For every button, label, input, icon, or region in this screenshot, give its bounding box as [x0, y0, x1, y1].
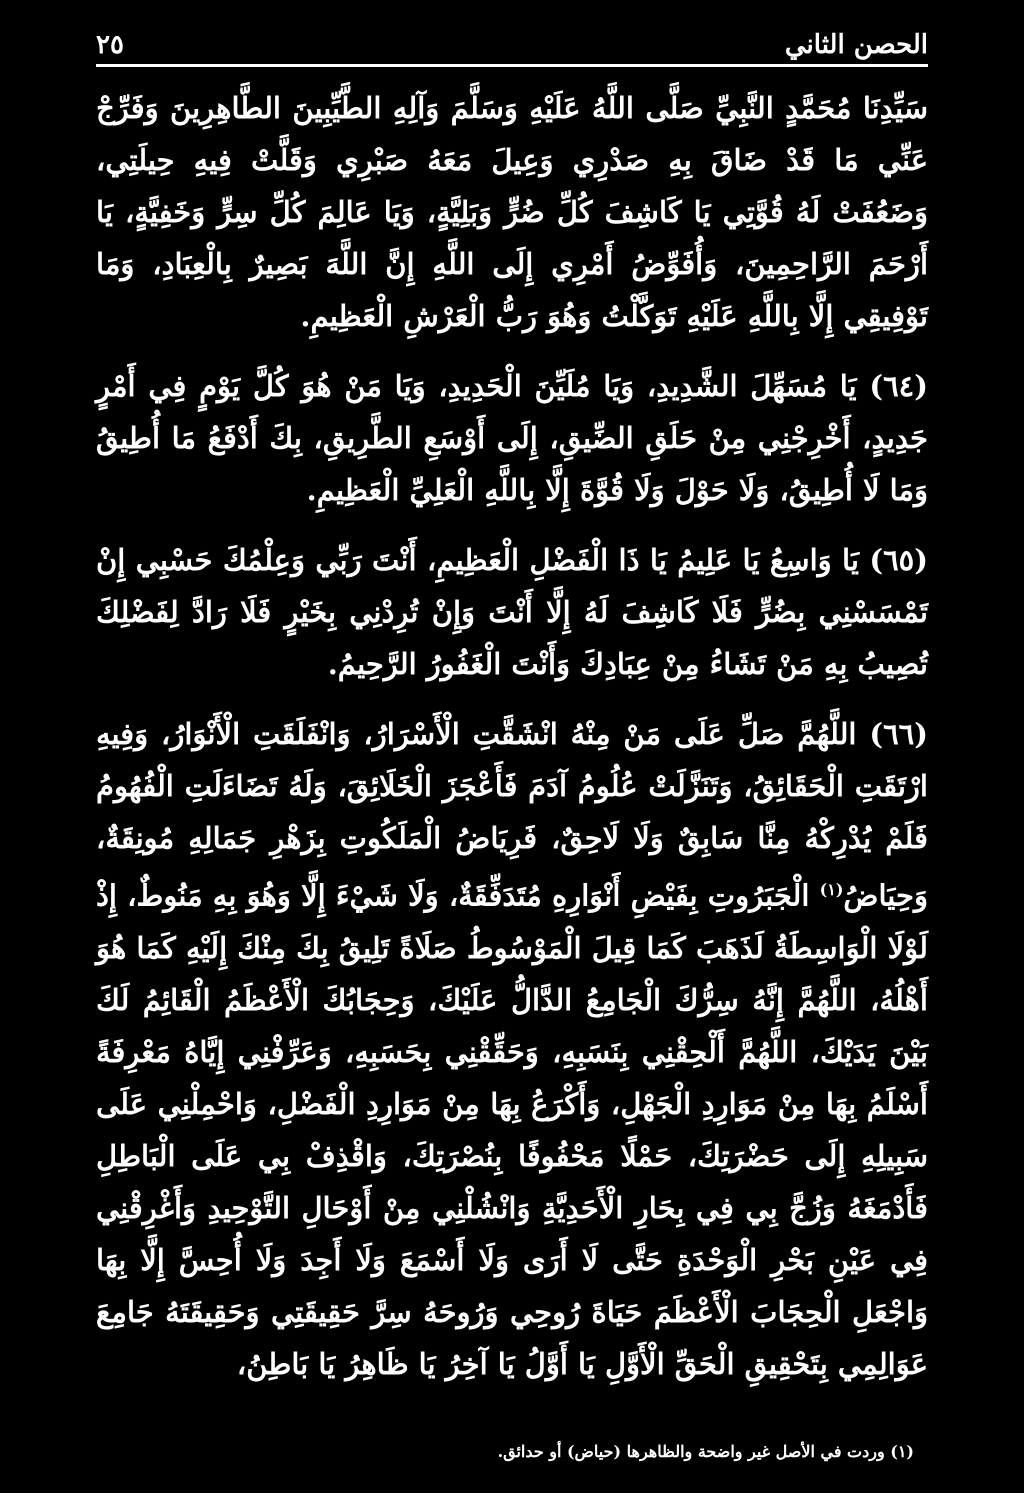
- paragraph-text: يَا وَاسِعُ يَا عَلِيمُ يَا ذَا الْفَضْلِ الْعَظِيمِ، أَنْتَ رَبِّي وَعِلْمُكَ حَسْبِي إِنْ تَمْسَسْنِي بِضُرٍّ فَلَا كَاشِفَ لَهُ إِلَّا أَنْتَ وَإِنْ تُرِدْنِي بِخَيْرٍ فَلَا رَادَّ لِفَضْلِكَ تُصِيبُ بِهِ مَنْ تَشَاءُ مِنْ عِبَادِكَ وَأَنْتَ الْغَفُورُ الرَّحِيمُ.: [96, 543, 928, 681]
- paragraph-text: اللَّهُمَّ صَلِّ عَلَى مَنْ مِنْهُ انْشَقَّتِ الْأَسْرَارُ، وَانْفَلَقَتِ الْأَنْوَارُ، وَفِيهِ ارْتَقَتِ الْحَقَائِقُ، وَتَنَزَّلَتْ عُلُومُ آدَمَ فَأَعْجَزَ الْخَلَائِقَ، وَلَهُ تَضَاءَلَتِ الْفُهُومُ فَلَمْ يُدْرِكْهُ مِنَّا سَابِقٌ وَلَا لَاحِقٌ، فَرِيَاضُ الْمَلَكُوتِ بِزَهْرِ جَمَالِهِ مُونِقَةٌ، وَحِيَاضُ: [96, 717, 928, 913]
- paragraph-number: (٦٦): [869, 717, 928, 751]
- page-header: [96, 14, 928, 60]
- paragraph: [96, 360, 928, 516]
- paragraph-text: يَا مُسَهِّلَ الشَّدِيدِ، وَيَا مُلَيِّنَ الْحَدِيدِ، وَيَا مَنْ هُوَ كُلَّ يَوْمٍ فِي أَمْرٍ جَدِيدٍ، أَخْرِجْنِي مِنْ حَلَقِ الضِّيقِ، إِلَى أَوْسَعِ الطَّرِيقِ، بِكَ أَدْفَعُ مَا أُطِيقُ وَمَا لَا أُطِيقُ، وَلَا حَوْلَ وَلَا قُوَّةَ إِلَّا بِاللَّهِ الْعَلِيِّ الْعَظِيمِ.: [96, 369, 928, 507]
- paragraph-text: سَيِّدِنَا مُحَمَّدٍ النَّبِيِّ صَلَّى اللَّهُ عَلَيْهِ وَسَلَّمَ وَآلِهِ الطَّيِّبِينَ الطَّاهِرِينَ وَفَرِّجْ عَنِّي مَا قَدْ ضَاقَ بِهِ صَدْرِي وَعِيلَ مَعَهُ صَبْرِي وَقَلَّتْ فِيهِ حِيلَتِي، وَضَعُفَتْ لَهُ قُوَّتِي يَا كَاشِفَ كُلِّ ضُرٍّ وَبَلِيَّةٍ، وَيَا عَالِمَ كُلِّ سِرٍّ وَخَفِيَّةٍ، يَا أَرْحَمَ الرَّاحِمِينَ، وَأُفَوِّضُ أَمْرِي إِلَى اللَّهِ إِنَّ اللَّهَ بَصِيرٌ بِالْعِبَادِ، وَمَا تَوْفِيقِي إِلَّا بِاللَّهِ عَلَيْهِ تَوَكَّلْتُ وَهُوَ رَبُّ الْعَرْشِ الْعَظِيمِ.: [96, 91, 928, 333]
- chapter-title: الحصن الثاني: [784, 30, 928, 60]
- paragraph: [96, 708, 928, 1390]
- header-rule: [96, 64, 928, 67]
- paragraph-number: (٦٤): [869, 369, 928, 403]
- page-body: [96, 82, 928, 1408]
- paragraph: [96, 534, 928, 690]
- paragraph: [96, 82, 928, 342]
- paragraph-text-continued: الْجَبَرُوتِ بِفَيْضِ أَنْوَارِهِ مُتَدَفِّقَةٌ، وَلَا شَيْءَ إِلَّا وَهُوَ بِهِ مَنُوطٌ، إِذْ لَوْلَا الْوَاسِطَةُ لَذَهَبَ كَمَا قِيلَ الْمَوْسُوطُ صَلَاةً تَلِيقُ بِكَ مِنْكَ إِلَيْهِ كَمَا هُوَ أَهْلُهُ، اللَّهُمَّ إِنَّهُ سِرُّكَ الْجَامِعُ الدَّالُّ عَلَيْكَ، وَحِجَابُكَ الْأَعْظَمُ الْقَائِمُ لَكَ بَيْنَ يَدَيْكَ، اللَّهُمَّ أَلْحِقْنِي بِنَسَبِهِ، وَحَقِّقْنِي بِحَسَبِهِ، وَعَرِّفْنِي إِيَّاهُ مَعْرِفَةً أَسْلَمُ بِهَا مِنْ مَوَارِدِ الْجَهْلِ، وَأَكْرَعُ بِهَا مِنْ مَوَارِدِ الْفَضْلِ، وَاحْمِلْنِي عَلَى سَبِيلِهِ إِلَى حَضْرَتِكَ، حَمْلًا مَحْفُوفًا بِنُصْرَتِكَ، وَاقْذِفْ بِي عَلَى الْبَاطِلِ فَأَدْمَغَهُ وَزُجَّ بِي فِي بِحَارِ الْأَحَدِيَّةِ وَانْشُلْنِي مِنْ أَوْحَالِ التَّوْحِيدِ وَأَغْرِقْنِي فِي عَيْنِ بَحْرِ الْوَحْدَةِ حَتَّى لَا أَرَى وَلَا أَسْمَعَ وَلَا أَجِدَ وَلَا أُحِسَّ إِلَّا بِهَا وَاجْعَلِ الْحِجَابَ الْأَعْظَمَ حَيَاةَ رُوحِي وَرُوحَهُ سِرَّ حَقِيقَتِي وَحَقِيقَتَهُ جَامِعَ عَوَالِمِي بِتَحْقِيقِ الْحَقِّ الْأَوَّلِ يَا أَوَّلُ يَا آخِرُ يَا ظَاهِرُ يَا بَاطِنُ،: [96, 878, 928, 1381]
- footnote-mark: (١): [819, 880, 844, 899]
- footnote: (١) وردت في الأصل غير واضحة والظاهرها (حياض) أو حدائق.: [497, 1442, 914, 1461]
- page-number: ٢٥: [96, 30, 124, 60]
- paragraph-number: (٦٥): [869, 543, 928, 577]
